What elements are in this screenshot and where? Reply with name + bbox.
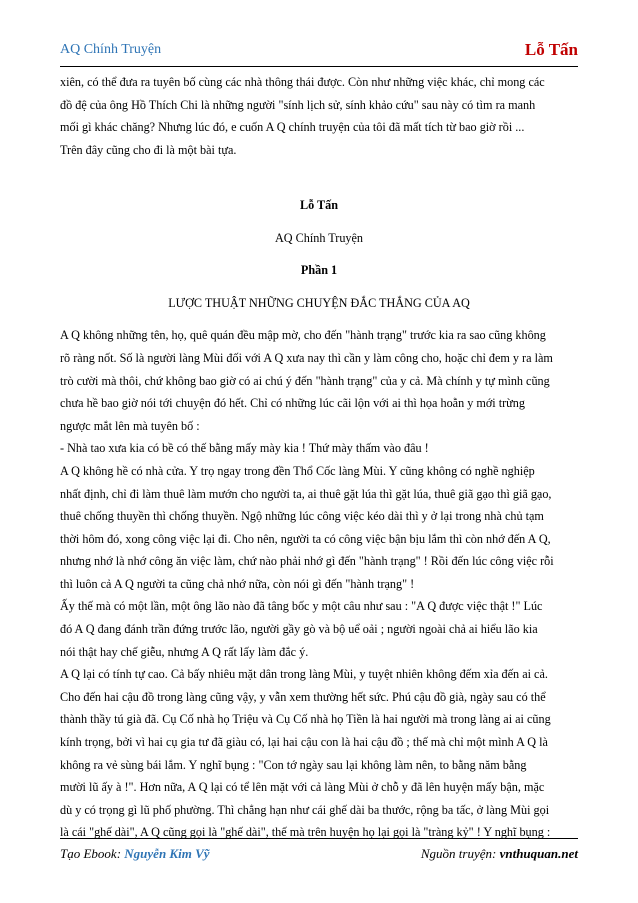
text-line: đó A Q đang đánh trần đứng trước lão, người gầy gò và bộ uể oải ; người ngoài chả ai hiểu lão kia [60,622,538,637]
page-body [60,71,578,844]
text-line: xiên, có thể đưa ra tuyên bố cùng các nhà thông thái được. Còn như những việc khác, chỉ mong các [60,75,545,89]
text-line: thành thầy tú già đã. Cụ Cố nhà họ Triệu và Cụ Cố nhà họ Tiền là hai người mà trong làng ai ai cũng [60,712,551,727]
footer-ebook-name: Nguyễn Kim Vỹ [124,846,210,861]
spacer [60,249,578,259]
footer-source-label: Nguồn truyện: [420,846,500,861]
footer-source-credit [421,846,578,862]
text-line: trò cười mà thôi, chứ không bao giờ có ai chú ý đến "hành trạng" của y cả. Mà chính y tự mình cũng [60,373,550,388]
text-line: nhất định, chỉ đi làm thuê làm mướn cho người ta, ai thuê gặt lúa thì gặt lúa, thuê giã gạo thì giã gạo, [60,486,552,501]
footer-rule [60,838,578,839]
header-author: Lỗ Tấn [524,40,578,59]
text-line: nhưng nhớ là nhớ công ăn việc làm, chứ nào phải nhớ gì đến "hành trạng" ! Rồi đến lúc công việc rỗi [60,554,554,569]
text-line: kính trọng, bởi vì hai cụ gia tư đã giàu có, lại hai cậu con là hai cậu đồ ; thế mà chỉ một mình A Q là [60,735,548,750]
work-title: AQ Chính Truyện [274,230,364,245]
footer-source-site: vnthuquan.net [499,846,578,861]
page-header [60,40,578,62]
text-line: - Nhà tao xưa kia có bề có thế bằng mấy mày kia ! Thứ mày thấm vào đâu ! [60,441,429,456]
text-line: nói thật hay chế giễu, nhưng A Q rất lấy làm đắc ý. [60,644,309,659]
text-line: rõ ràng nốt. Số là người làng Mùi đối với A Q xưa nay thì cần y làm công cho, hoặc chỉ đem y ra làm [60,350,553,365]
footer-ebook-credit [60,846,210,862]
spacer [60,184,578,194]
text-line: A Q không hề có nhà cửa. Y trọ ngay trong đền Thổ Cốc làng Mùi. Y cũng không có nghề nghiệp [60,463,535,478]
text-line: chưa hề bao giờ nói tới chuyện đó hết. Chỉ có những lúc cãi lộn với ai thì họa hoằn y mới trừng [60,396,525,411]
text-line: A Q không những tên, họ, quê quán đều mập mờ, cho đến "hành trạng" trước kia ra sao cũng không [60,328,546,343]
text-line: là cái "ghế dài", A Q cũng gọi là "ghế dài", thế mà trên huyện họ lại gọi là "tràng kỷ" ! Y nghĩ bụng : [60,825,551,840]
text-line: dù y có trọng gì lũ phố phường. Thì chẳng hạn như cái ghế dài ba thước, rộng ba tấc, ở làng Mùi gọi [60,802,550,817]
text-line: A Q lại có tính tự cao. Cả bấy nhiêu mặt dân trong làng Mùi, y tuyệt nhiên không đếm xỉa đến ai cả. [60,667,548,682]
header-rule [60,66,578,67]
text-line: thuê chống thuyền thì chống thuyền. Ngộ những lúc công việc kéo dài thì y ở lại trong nhà chủ tạm [60,509,544,524]
text-line: thời hôm đó, xong công việc lại đi. Cho nên, người ta có công việc bận bịu lắm thì còn nhớ đến A Q, [60,531,551,546]
spacer [60,217,578,227]
author-heading: Lỗ Tấn [299,197,339,212]
spacer [60,282,578,292]
text-line: Trên đây cũng cho đi là một bài tựa. [60,142,237,157]
text-line: ngược mắt lên mà tuyên bố : [60,418,200,433]
text-line: Ấy thế mà có một lần, một ông lão nào đã tâng bốc y một câu như sau : "A Q được việc thật !" Lúc [60,599,543,614]
header-book-title: AQ Chính Truyện [60,42,162,57]
spacer [60,161,578,184]
text-line: không ra vẻ sùng bái lắm. Y nghĩ bụng : "Con tớ ngày sau lại không làm nên, to bằng năm bằng [60,757,527,772]
text-line: thì luôn cả A Q người ta cũng chả nhớ nữa, còn nói gì đến "hành trạng" ! [60,576,415,591]
part-heading: Phần 1 [300,263,338,278]
text-line: đồ đệ của ông Hồ Thích Chi là những người "sính lịch sử, sính khảo cứu" sau này có tìm ra manh [60,97,536,112]
text-line: Cho đến hai cậu đồ trong làng cũng vậy, y vẫn xem thường hết sức. Phú cậu đồ già, ngày sau có thể [60,689,546,704]
text-line: mười lũ ấy à !". Hơn nữa, A Q lại có tể lên mặt với cả làng Mùi ở chỗ y đã lên huyện mấy bận, mặc [60,780,545,795]
footer-ebook-label: Tạo Ebook: [60,846,125,861]
chapter-heading: LƯỢC THUẬT NHỮNG CHUYỆN ĐẮC THẮNG CỦA AQ [168,295,470,310]
spacer [60,314,578,324]
text-line: mối gì khác chăng? Nhưng lúc đó, e cuốn A Q chính truyện của tôi đã mất tích từ bao giờ rồi ... [60,120,525,135]
page-footer [60,846,578,866]
